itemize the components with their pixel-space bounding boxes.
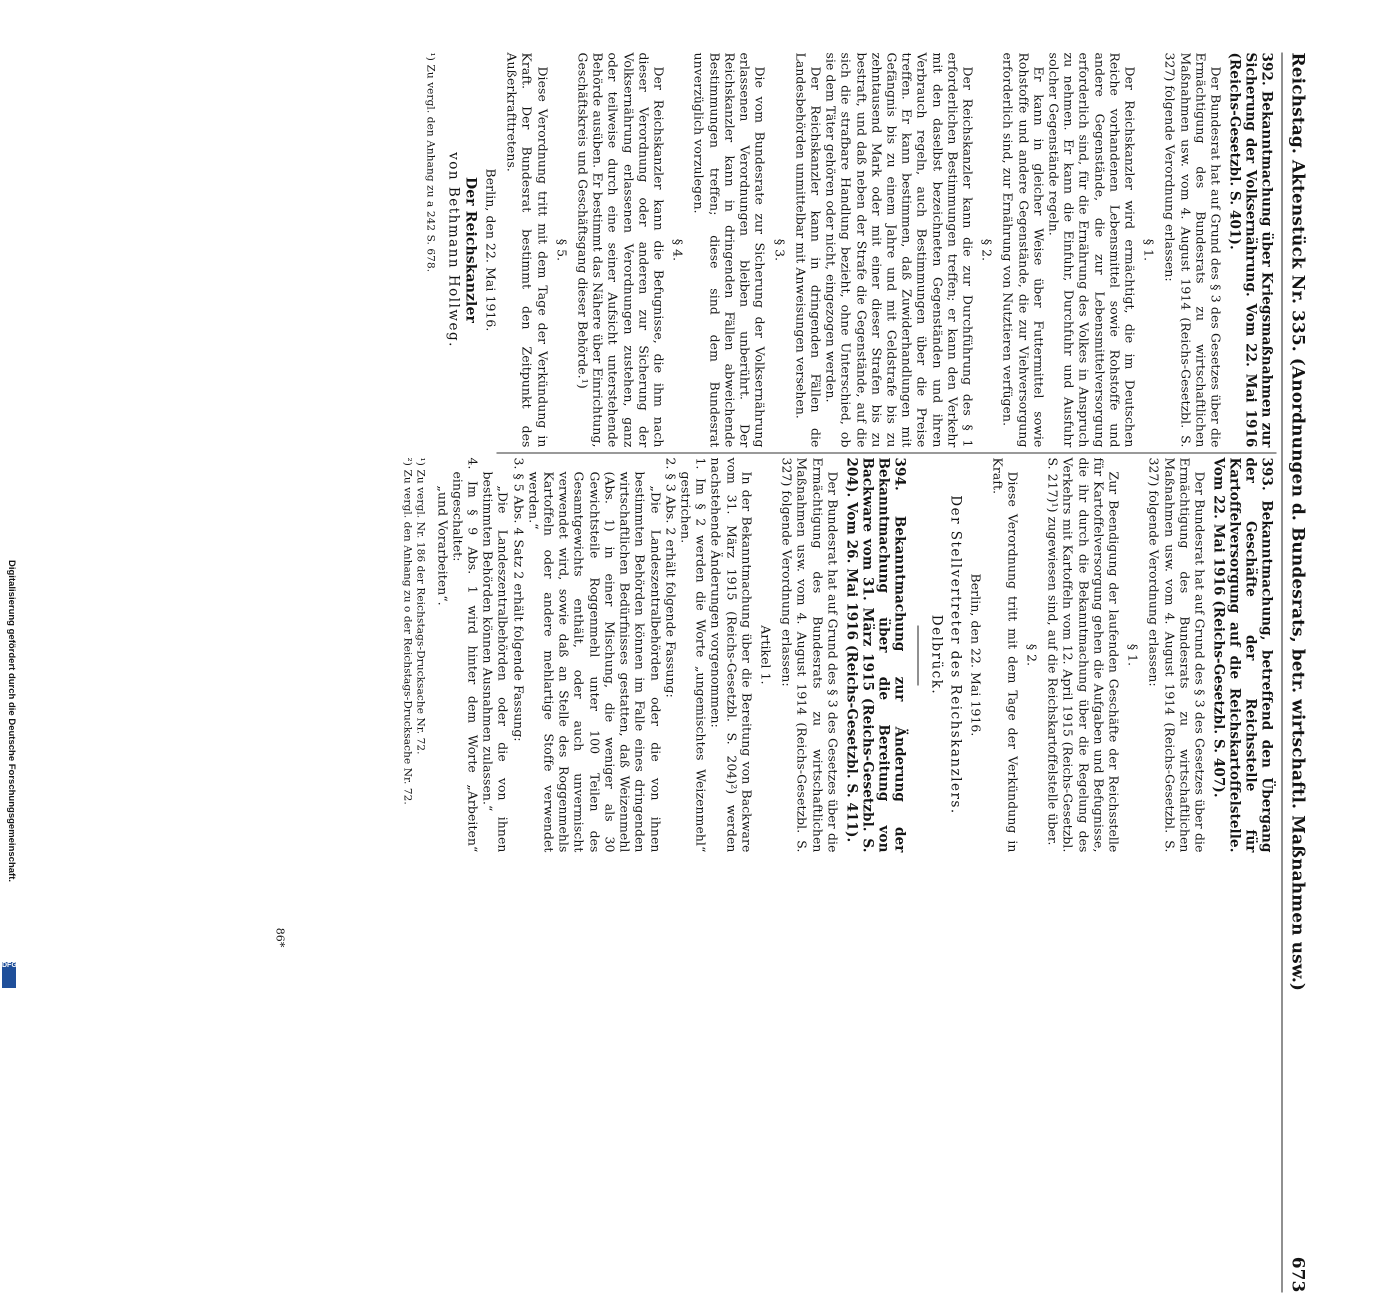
header-title: Reichstag. Aktenstück Nr. 335. (Anordnungen d. Bundesrats, betr. wirtschaftl. Maßnahmen usw.) <box>1287 52 1307 991</box>
list-item: 2. § 3 Abs. 2 erhält folgende Fassung: <box>662 457 678 698</box>
body-paragraph: In der Bekanntmachung über die Bereitung von Backware vom 31. März 1915 (Reichs-Gesetzbl. S. 204)²) werden nachstehende Änderungen vorgenommen: <box>708 457 754 853</box>
dfg-logo: DFG <box>2 962 16 988</box>
separator-rule <box>917 625 918 685</box>
list-item: 4. Im § 9 Abs. 1 wird hinter dem Worte „Arbeiten“ eingeschaltet: <box>449 457 481 853</box>
quoted-text: „Die Landeszentralbehörden oder die von ihnen bestimmten Behörden können Ausnahmen zulassen.“ <box>480 471 511 853</box>
body-paragraph: Zur Beendigung der laufenden Geschäfte der Reichsstelle für Kartoffelversorgung gehen die Aufgaben und Befugnisse, die ihr durch die Bekanntmachung über die Regelung des Verkehrs mit Kartoffeln vom 12. April 1915 (Reichs-Gesetzbl. S. 217)¹) zugewiesen sind, auf die Reichskartoffelstelle über. <box>1045 457 1121 853</box>
intro-paragraph: Der Bundesrat hat auf Grund des § 3 des Gesetzes über die Ermächtigung des Bundesrats zu wirtschaftlichen Maßnahmen usw. vom 4. August 1914 (Reichs-Gesetzbl. S. 327) folgende Verordnung erlassen: <box>1162 52 1223 448</box>
paragraph-heading: § 3. <box>771 238 787 262</box>
paragraph-heading: § 4. <box>670 238 686 262</box>
place-date: Berlin, den 22. Mai 1916. <box>968 573 984 737</box>
right-column <box>401 457 1274 853</box>
body-paragraph: Er kann in gleicher Weise über Futtermittel sowie Rohstoffe und andere Gegenstände, die zur Viehversorgung erforderlich sind, zur Ernährung von Nutztieren verfügen. <box>1000 52 1046 448</box>
place-date: Berlin, den 22. Mai 1916. <box>483 168 499 332</box>
section-title-393: 393. Bekanntmachung, betreffend den Übergang der Geschäfte der Reichsstelle für Kartoffelversorgung auf die Reichskartoffelstelle. Vom 22. Mai 1916 (Reichs-Gesetzbl. S. 407). <box>1210 457 1274 853</box>
body-paragraph: Der Reichskanzler kann in dringenden Fällen die Landesbehörden unmittelbar mit Anweisungen versehen. <box>792 52 823 448</box>
document-page <box>42 23 1342 1293</box>
body-paragraph: Die vom Bundesrate zur Sicherung der Volksernährung erlassenen Verordnungen bleiben unberührt. Der Reichskanzler kann in dringenden Fällen abweichende Bestimmungen treffen; diese sind dem Bundesrat unverzüglich vorzulegen. <box>691 52 768 448</box>
column-divider <box>496 453 1276 454</box>
paragraph-heading: § 1. <box>1141 238 1157 262</box>
body-paragraph: Diese Verordnung tritt mit dem Tage der Verkündung in Kraft. <box>989 457 1020 853</box>
paragraph-heading: § 2. <box>979 238 995 262</box>
quoted-text: „Die Landeszentralbehörden oder die von ihnen bestimmten Behörden können im Falle eines dringenden wirtschaftlichen Bedürfnisses gestatten, daß Weizenmehl (Abs. 1) in einer Mischung, die weniger als 30 Gewichtsteile Roggenmehl unter 100 Teilen des Gesamtgewichts enthält, oder auch unvermischt verwendet wird, sowie daß an Stelle des Roggenmehls Kartoffeln oder andere mehlartige Stoffe verwendet werden.“ <box>525 471 663 853</box>
paragraph-heading: § 2. <box>1023 643 1039 667</box>
signature-name: Delbrück. <box>927 614 944 696</box>
sheet-number: 86* <box>273 927 287 948</box>
paragraph-heading: § 5. <box>553 238 569 262</box>
section-title-392: 392. Bekanntmachung über Kriegsmaßnahmen zur Sicherung der Volksernährung. Vom 22. Mai 1916 (Reichs-Gesetzbl. S. 401). <box>1226 52 1274 448</box>
quoted-text: „und Vorarbeiten“. <box>434 485 450 606</box>
body-paragraph: Der Reichskanzler wird ermächtigt, die im Deutschen Reiche vorhandenen Lebensmittel sowie Rohstoffe und andere Gegenstände, die zur Lebensmittelversorgung erforderlich sind, für die Ernährung des Volkes in Anspruch zu nehmen. Er kann die Einfuhr, Durchfuhr und Ausfuhr solcher Gegenstände regeln. <box>1045 52 1137 448</box>
intro-paragraph: Der Bundesrat hat auf Grund des § 3 des Gesetzes über die Ermächtigung des Bundesrats zu wirtschaftlichen Maßnahmen usw. vom 4. August 1914 (Reichs-Gesetzbl. S. 327) folgende Verordnung erlassen: <box>779 457 840 853</box>
paragraph-heading: § 1. <box>1125 643 1141 667</box>
intro-paragraph: Der Bundesrat hat auf Grund des § 3 des Gesetzes über die Ermächtigung des Bundesrats zu wirtschaftlichen Maßnahmen usw. vom 4. August 1914 (Reichs-Gesetzbl. S. 327) folgende Verordnung erlassen: <box>1146 457 1207 853</box>
digitization-credit-text: Digitalisierung gefördert durch die Deutsche Forschungsgemeinschaft. <box>6 560 17 882</box>
body-paragraph: Der Reichskanzler kann die Befugnisse, die ihm nach dieser Verordnung oder anderen zur Sicherung der Volksernährung erlassenen Verordnungen zustehen, ganz oder teilweise durch eine seiner Aufsicht unterstehende Behörde ausüben. Er bestimmt das Nähere über Einrichtung, Geschäftskreis und Geschäftsgang dieser Behörde.¹) <box>575 52 667 448</box>
body-paragraph: Diese Verordnung tritt mit dem Tage der Verkündung in Kraft. Der Bundesrat bestimmt den Zeitpunkt des Außerkrafttretens. <box>504 52 550 448</box>
page-header <box>1281 53 1306 1293</box>
list-item: 1. Im § 2 werden die Worte „ungemischtes Weizenmehl“ gestrichen. <box>677 457 709 853</box>
footnote: ¹) Zu vergl. Nr. 186 der Reichstags-Drucksache Nr. 72. <box>414 457 427 755</box>
digitization-credit <box>4 560 20 995</box>
list-item: 3. § 5 Abs. 4 Satz 2 erhält folgende Fassung: <box>510 457 526 742</box>
page-number: 673 <box>1287 1256 1307 1293</box>
footnote: ¹) Zu vergl. den Anhang zu a 242 S. 678. <box>424 52 437 273</box>
section-title-394: 394. Bekanntmachung zur Änderung der Bekanntmachung über die Bereitung von Backware vom 31. März 1915 (Reichs-Gesetzbl. S. 204). Vom 26. Mai 1916 (Reichs-Gesetzbl. S. 411). <box>842 457 907 853</box>
left-column <box>414 53 1274 448</box>
body-paragraph: Der Reichskanzler kann die zur Durchführung des § 1 erforderlichen Bestimmungen treffen; er kann den Verkehr mit den daselbst bezeichneten Gegenständen und ihren Verbrauch regeln, auch Bestimmungen über die Preise treffen. Er kann bestimmen, daß Zuwiderhandlungen mit Gefängnis bis zu einem Jahre und mit Geldstrafe bis zu zehntausend Mark oder mit einer dieser Strafen bis zu bestraft, und daß neben der Strafe die Gegenstände, auf die sich die strafbare Handlung bezieht, ohne Unterschied, ob sie dem Täter gehören oder nicht, eingezogen werden. <box>823 52 975 448</box>
article-heading: Artikel 1. <box>757 625 773 685</box>
footnote: ²) Zu vergl. den Anhang zu o der Reichstags-Drucksache Nr. 72. <box>401 457 414 805</box>
signature-title: Der Stellvertreter des Reichskanzlers. <box>947 495 964 815</box>
signature-title: Der Reichskanzler <box>461 177 478 323</box>
signature-name: von Bethmann Hollweg. <box>444 152 461 348</box>
